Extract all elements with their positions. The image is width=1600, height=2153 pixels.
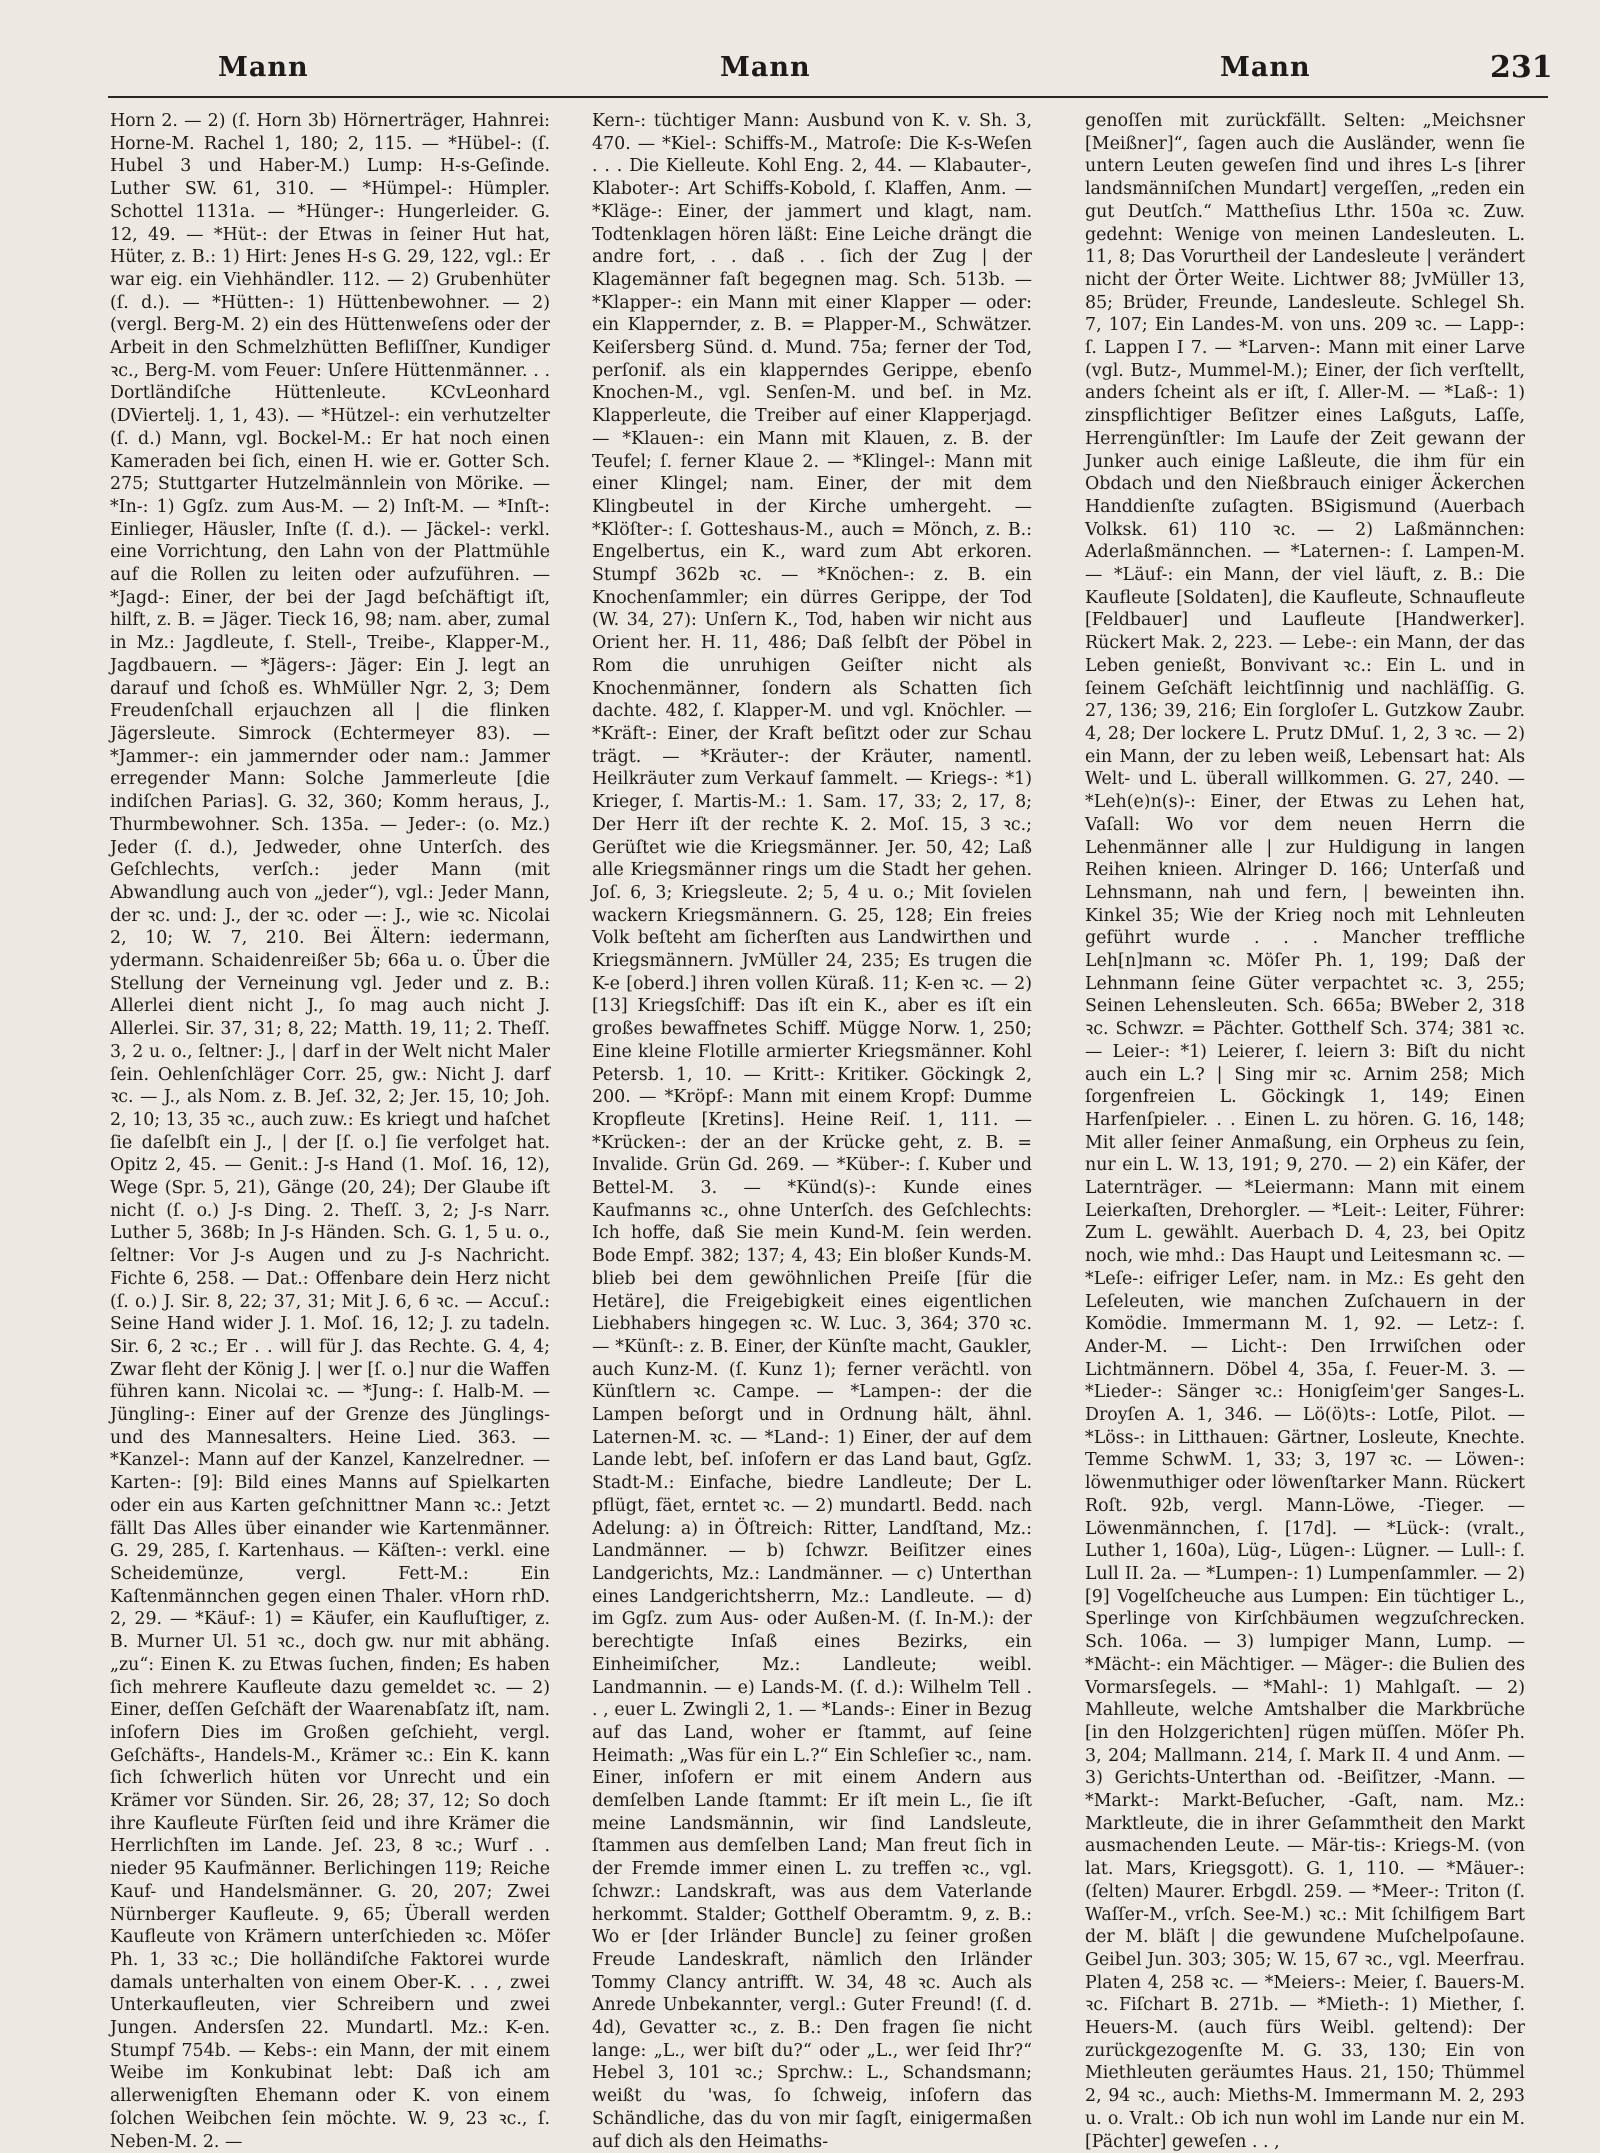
page-header <box>0 52 1600 96</box>
page-number: 231 <box>1490 50 1553 85</box>
column-text: Horn 2. — 2) (ſ. Horn 3b) Hörnerträger, Hahnrei: Horne-M. Rachel 1, 180; 2, 115. — *Hübel-: (ſ. Hubel 3 und Haber-M.) Lump: H-s-Geſinde. Luther SW. 61, 310. — *Hümpel-: Hümpler. Schottel 1131a. — *Hünger-: Hungerleider. G. 12, 49. — *Hüt-: der Etwas in ſeiner Hut hat, Hüter, z. B.: 1) Hirt: Jenes H-s G. 29, 122, vgl.: Er war eig. ein Viehhändler. 112. — 2) Grubenhüter (ſ. d.). — *Hütten-: 1) Hüttenbewohner. — 2) (vergl. Berg-M. 2) ein des Hüttenweſens oder der Arbeit in den Schmelzhütten Befliſſner, Kundiger ꝛc., Berg-M. vom Feuer: Unſere Hüttenmänner. . . Dortländiſche Hüttenleute. KCvLeonhard (DViertelj. 1, 1, 43). — *Hützel-: ein verhutzelter (ſ. d.) Mann, vgl. Bockel-M.: Er hat noch einen Kameraden bei ſich, einen H. wie er. Gotter Sch. 275; Stuttgarter Hutzelmännlein von Mörike. — *In-: 1) Ggſz. zum Aus-M. — 2) Inſt-M. — *Inſt-: Einlieger, Häusler, Inſte (ſ. d.). — Jäckel-: verkl. eine Vorrichtung, den Lahn von der Plattmühle auf die Rollen zu leiten oder aufzuführen. — *Jagd-: Einer, der bei der Jagd beſchäftigt iſt, hilft, z. B. = Jäger. Tieck 16, 98; nam. aber, zumal in Mz.: Jagdleute, ſ. Stell-, Treibe-, Klapper-M., Jagdbauern. — *Jägers-: Jäger: Ein J. legt an darauf und ſchoß es. WhMüller Ngr. 2, 3; Dem Freudenſchall erjauchzen all | die flinken Jägersleute. Simrock (Echtermeyer 83). — *Jammer-: ein jammernder oder nam.: Jammer erregender Mann: Solche Jammerleute [die indiſchen Parias]. G. 32, 360; Komm heraus, J., Thurmbewohner. Sch. 135a. — Jeder-: (o. Mz.) Jeder (ſ. d.), Jedweder, ohne Unterſch. des Geſchlechts, verſch.: jeder Mann (mit Abwandlung auch von „jeder“), vgl.: Jeder Mann, der ꝛc. und: J., der ꝛc. oder —: J., wie ꝛc. Nicolai 2, 10; W. 7, 210. Bei Ältern: iedermann, ydermann. Schaidenreißer 5b; 66a u. o. Über die Stellung der Verneinung vgl. Jeder und z. B.: Allerlei dient nicht J., ſo mag auch nicht J. Allerlei. Sir. 37, 31; 8, 22; Matth. 19, 11; 2. Theſſ. 3, 2 u. o., ſeltner: J., | darf in der Welt nicht Maler ſein. Oehlenſchläger Corr. 25, gw.: Nicht J. darf ꝛc. — J., als Nom. z. B. Jeſ. 32, 2; Jer. 15, 10; Joh. 2, 10; 13, 35 ꝛc., auch zuw.: Es kriegt und haſchet ſie daſelbſt ein J., | der [ſ. o.] ſie verfolget hat. Opitz 2, 45. — Genit.: J-s Hand (1. Moſ. 16, 12), Wege (Spr. 5, 21), Gänge (20, 24); Der Glaube iſt nicht (ſ. o.) J-s Ding. 2. Theſſ. 3, 2; J-s Narr. Luther 5, 368b; In J-s Händen. Sch. G. 1, 5 u. o., ſeltner: Vor J-s Augen und zu J-s Nachricht. Fichte 6, 258. — Dat.: Offenbare dein Herz nicht (ſ. o.) J. Sir. 8, 22; 37, 31; Mit J. 6, 6 ꝛc. — Accuſ.: Seine Hand wider J. 1. Moſ. 16, 12; J. zu tadeln. Sir. 6, 2 ꝛc.; Er . . will für J. das Rechte. G. 4, 4; Zwar fleht der König J. | wer [ſ. o.] nur die Waffen führen kann. Nicolai ꝛc. — *Jung-: ſ. Halb-M. — Jüngling-: Einer auf der Grenze des Jünglings- und des Mannesalters. Heine Lied. 363. — *Kanzel-: Mann auf der Kanzel, Kanzelredner. — Karten-: [9]: Bild eines Manns auf Spielkarten oder ein aus Karten geſchnittner Mann ꝛc.: Jetzt fällt Das Alles über einander wie Kartenmänner. G. 29, 285, ſ. Kartenhaus. — Käſten-: verkl. eine Scheidemünze, vergl. Fett-M.: Ein Kaſtenmännchen gegen einen Thaler. vHorn rhD. 2, 29. — *Käuf-: 1) = Käufer, ein Kaufluſtiger, z. B. Murner Ul. 51 ꝛc., doch gw. nur mit abhäng. „zu“: Einen K. zu Etwas ſuchen, finden; Es haben ſich mehrere Kaufleute dazu gemeldet ꝛc. — 2) Einer, deſſen Geſchäft der Waarenabſatz iſt, nam. inſofern Dies im Großen geſchieht, vergl. Geſchäfts-, Handels-M., Krämer ꝛc.: Ein K. kann ſich ſchwerlich hüten vor Unrecht und ein Krämer vor Sünden. Sir. 26, 28; 37, 12; So doch ihre Kaufleute Fürſten ſeid und ihre Krämer die Herrlichſten im Lande. Jeſ. 23, 8 ꝛc.; Wurf . . nieder 95 Kaufmänner. Berlichingen 119; Reiche Kauf- und Handelsmänner. G. 20, 207; Zwei Nürnberger Kaufleute. 9, 65; Überall werden Kaufleute von Krämern unterſchieden ꝛc. Möſer Ph. 1, 33 ꝛc.; Die holländiſche Faktorei wurde damals unterhalten von einem Ober-K. . . , zwei Unterkaufleuten, vier Schreibern und zwei Jungen. Andersſen 22. Mundartl. Mz.: K-en. Stumpf 754b. — Kebs-: ein Mann, der mit einem Weibe im Konkubinat lebt: Daß ich am allerwenigſten Ehemann oder K. von einem ſolchen Weibchen ſein möchte. W. 9, 23 ꝛc., ſ. Neben-M. 2. — <box>110 111 550 2152</box>
header-rule <box>108 96 1548 98</box>
column-center <box>592 110 1032 2152</box>
running-head-left: Mann <box>218 52 309 83</box>
column-text: genoſſen mit zurückfällt. Selten: „Meichsner [Meißner]“, ſagen auch die Ausländer, wenn ſie untern Leuten geweſen ſind und ihres L-s [ihrer landsmänniſchen Mundart] vergeſſen, „reden ein gut Deutſch.“ Mattheſius Lthr. 150a ꝛc. Zuw. gedehnt: Wenige von meinen Landesleuten. L. 11, 8; Das Vorurtheil der Landesleute | verändert nicht der Örter Weite. Lichtwer 88; JvMüller 13, 85; Brüder, Freunde, Landesleute. Schlegel Sh. 7, 107; Ein Landes-M. von uns. 209 ꝛc. — Lapp-: ſ. Lappen I 7. — *Larven-: Mann mit einer Larve (vgl. Butz-, Mummel-M.); Einer, der ſich verſtellt, anders ſcheint als er iſt, ſ. Aller-M. — *Laß-: 1) zinspflichtiger Beſitzer eines Laßguts, Laſſe, Herrengünſtler: Im Laufe der Zeit gewann der Junker auch einige Laßleute, die ihm für ein Obdach und den Nießbrauch einiger Äckerchen Handdienſte zuſagten. BSigismund (Auerbach Volksk. 61) 110 ꝛc. — 2) Laßmännchen: Aderlaßmännchen. — *Laternen-: ſ. Lampen-M. — *Läuf-: ein Mann, der viel läuft, z. B.: Die Kaufleute [Soldaten], die Kaufleute, Schnaufleute [Feldbauer] und Laufleute [Handwerker]. Rückert Mak. 2, 223. — Lebe-: ein Mann, der das Leben genießt, Bonvivant ꝛc.: Ein L. und in ſeinem Geſchäft leichtſinnig und nachläſſig. G. 27, 136; 39, 216; Ein ſorgloſer L. Gutzkow Zaubr. 4, 28; Der lockere L. Prutz DMuſ. 1, 2, 3 ꝛc. — 2) ein Mann, der zu leben weiß, Lebensart hat: Als Welt- und L. überall willkommen. G. 27, 240. — *Leh(e)n(s)-: Einer, der Etwas zu Lehen hat, Vaſall: Wo vor dem neuen Herrn die Lehenmänner alle | zur Huldigung in langen Reihen knieen. Alringer D. 166; Unterſaß und Lehnsmann, nah und fern, | beweinten ihn. Kinkel 35; Wie der Krieg noch mit Lehnleuten geführt wurde . . . Mancher treffliche Leh[n]mann ꝛc. Möſer Ph. 1, 199; Daß der Lehnmann ſeine Güter verpachtet ꝛc. 3, 255; Seinen Lehensleuten. Sch. 665a; BWeber 2, 318 ꝛc. Schwzr. = Pächter. Gotthelf Sch. 374; 381 ꝛc. — Leier-: *1) Leierer, ſ. leiern 3: Biſt du nicht auch ein L.? | Sing mir ꝛc. Arnim 258; Mich ſorgenfreien L. Göckingk 1, 149; Einen Harfenſpieler. . . Einen L. zu hören. G. 16, 148; Mit aller ſeiner Anmaßung, ein Orpheus zu ſein, nur ein L. W. 13, 191; 9, 270. — 2) ein Käfer, der Laternträger. — *Leiermann: Mann mit einem Leierkaſten, Drehorgler. — *Leit-: Leiter, Führer: Zum L. gewählt. Auerbach D. 4, 23, bei Opitz noch, wie mhd.: Das Haupt und Leitesmann ꝛc. — *Leſe-: eifriger Leſer, nam. in Mz.: Es geht den Leſeleuten, wie manchen Zuſchauern in der Komödie. Immermann M. 1, 92. — Letz-: ſ. Ander-M. — Licht-: Den Irrwiſchen oder Lichtmännern. Döbel 4, 35a, ſ. Feuer-M. 3. — *Lieder-: Sänger ꝛc.: Honigſeim'ger Sanges-L. Droyſen A. 1, 346. — Lö(ö)ts-: Lotſe, Pilot. — *Löss-: in Litthauen: Gärtner, Losleute, Knechte. Temme SchwM. 1, 33; 3, 197 ꝛc. — Löwen-: löwenmuthiger oder löwenſtarker Mann. Rückert Roſt. 92b, vergl. Mann-Löwe, -Tieger. — Löwenmännchen, ſ. [17d]. — *Lück-: (vralt., Luther 1, 160a), Lüg-, Lügen-: Lügner. — Lull-: ſ. Lull II. 2a. — *Lumpen-: 1) Lumpenſammler. — 2) [9] Vogelſcheuche aus Lumpen: Ein tüchtiger L., Sperlinge von Kirſchbäumen wegzuſchrecken. Sch. 106a. — 3) lumpiger Mann, Lump. — *Mächt-: ein Mächtiger. — Mäger-: die Bulien des Vormarsſegels. — *Mahl-: 1) Mahlgaſt. — 2) Mahlleute, welche Amtshalber die Markbrüche [in den Holzgerichten] rügen müſſen. Möſer Ph. 3, 204; Mallmann. 214, ſ. Mark II. 4 und Anm. — 3) Gerichts-Unterthan od. -Beiſitzer, -Mann. — *Markt-: Markt-Beſucher, -Gaſt, nam. Mz.: Marktleute, die in ihrer Geſammtheit den Markt ausmachenden Leute. — Mär-tis-: Kriegs-M. (von lat. Mars, Kriegsgott). G. 1, 110. — *Mäuer-: (ſelten) Maurer. Erbgdl. 259. — *Meer-: Triton (ſ. Waſſer-M., vrſch. See-M.) ꝛc.: Mit ſchilfigem Bart der M. bläſt | die gewundene Muſchelpoſaune. Geibel Jun. 303; 305; W. 15, 67 ꝛc., vgl. Meerfrau. Platen 4, 258 ꝛc. — *Meiers-: Meier, ſ. Bauers-M. ꝛc. Fiſchart B. 271b. — *Mieth-: 1) Miether, ſ. Heuers-M. (auch fürs Weibl. geltend): Der zurückgezogenſte M. G. 33, 130; Ein von Miethleuten geräumtes Haus. 21, 150; Thümmel 2, 94 ꝛc., auch: Mieths-M. Immermann M. 2, 293 u. o. Vralt.: Ob ich nun wohl im Lande nur ein M. [Pächter] geweſen . . , <box>1085 111 1525 2152</box>
column-left <box>110 110 550 2152</box>
running-head-center: Mann <box>720 52 811 83</box>
column-right <box>1085 110 1525 2152</box>
column-text: Kern-: tüchtiger Mann: Ausbund von K. v. Sh. 3, 470. — *Kiel-: Schiffs-M., Matroſe: Die K-s-Weſen . . . Die Kielleute. Kohl Eng. 2, 44. — Klabauter-, Klaboter-: Art Schiffs-Kobold, ſ. Klaffen, Anm. — *Kläge-: Einer, der jammert und klagt, nam. Todtenklagen hören läßt: Eine Leiche drängt die andre fort, . . daß . . ſich der Zug | der Klagemänner faſt begegnen mag. Sch. 513b. — *Klapper-: ein Mann mit einer Klapper — oder: ein Klappernder, z. B. = Plapper-M., Schwätzer. Keiſersberg Sünd. d. Mund. 75a; ferner der Tod, perſonif. als ein klapperndes Gerippe, ebenſo Knochen-M., vgl. Senſen-M. und beſ. in Mz. Klapperleute, die Treiber auf einer Klapperjagd. — *Klauen-: ein Mann mit Klauen, z. B. der Teufel; ſ. ferner Klaue 2. — *Klingel-: Mann mit einer Klingel; nam. Einer, der mit dem Klingbeutel in der Kirche umhergeht. — *Klöſter-: ſ. Gotteshaus-M., auch = Mönch, z. B.: Engelbertus, ein K., ward zum Abt erkoren. Stumpf 362b ꝛc. — *Knöchen-: z. B. ein Knochenſammler; ein dürres Gerippe, der Tod (W. 34, 27): Unſern K., Tod, haben wir nicht aus Orient her. H. 11, 486; Daß ſelbſt der Pöbel in Rom die unruhigen Geiſter nicht als Knochenmänner, ſondern als Schatten ſich dachte. 482, ſ. Klapper-M. und vgl. Knöchler. — *Kräft-: Einer, der Kraft beſitzt oder zur Schau trägt. — *Kräuter-: der Kräuter, namentl. Heilkräuter zum Verkauf ſammelt. — Kriegs-: *1) Krieger, ſ. Martis-M.: 1. Sam. 17, 33; 2, 17, 8; Der Herr iſt der rechte K. 2. Moſ. 15, 3 ꝛc.; Gerüſtet wie die Kriegsmänner. Jer. 50, 42; Laß alle Kriegsmänner rings um die Stadt her gehen. Joſ. 6, 3; Kriegsleute. 2; 5, 4 u. o.; Mit ſovielen wackern Kriegsmännern. G. 25, 128; Ein freies Volk beſteht am ſicherſten aus Landwirthen und Kriegsmännern. JvMüller 24, 235; Es trugen die K-e [oberd.] ihren vollen Küraß. 11; K-en ꝛc. — 2) [13] Kriegsſchiff: Das iſt ein K., aber es iſt ein großes bewaffnetes Schiff. Mügge Norw. 1, 250; Eine kleine Flotille armierter Kriegsmänner. Kohl Petersb. 1, 10. — Kritt-: Kritiker. Göckingk 2, 200. — *Kröpf-: Mann mit einem Kropf: Dumme Kropfleute [Kretins]. Heine Reiſ. 1, 111. — *Krücken-: der an der Krücke geht, z. B. = Invalide. Grün Gd. 269. — *Küber-: ſ. Kuber und Bettel-M. 3. — *Künd(s)-: Kunde eines Kaufmanns ꝛc., ohne Unterſch. des Geſchlechts: Ich hoffe, daß Sie mein Kund-M. ſein werden. Bode Empf. 382; 137; 4, 43; Ein bloßer Kunds-M. blieb bei dem gewöhnlichen Preiſe [für die Hetäre], die Freigebigkeit eines eigentlichen Liebhabers hingegen ꝛc. W. Luc. 3, 364; 370 ꝛc. — *Künſt-: z. B. Einer, der Künſte macht, Gaukler, auch Kunz-M. (ſ. Kunz 1); ferner verächtl. von Künſtlern ꝛc. Campe. — *Lampen-: der die Lampen beſorgt und in Ordnung hält, ähnl. Laternen-M. ꝛc. — *Land-: 1) Einer, der auf dem Lande lebt, beſ. inſofern er das Land baut, Ggſz. Stadt-M.: Einfache, biedre Landleute; Der L. pflügt, fäet, erntet ꝛc. — 2) mundartl. Bedd. nach Adelung: a) in Öſtreich: Ritter, Landſtand, Mz.: Landmänner. — b) ſchwzr. Beiſitzer eines Landgerichts, Mz.: Landmänner. — c) Unterthan eines Landgerichtsherrn, Mz.: Landleute. — d) im Ggſz. zum Aus- oder Außen-M. (ſ. In-M.): der berechtigte Inſaß eines Bezirks, ein Einheimiſcher, Mz.: Landleute; weibl. Landmannin. — e) Lands-M. (ſ. d.): Wilhelm Tell . . , euer L. Zwingli 2, 1. — *Lands-: Einer in Bezug auf das Land, woher er ſtammt, auf ſeine Heimath: „Was für ein L.?“ Ein Schleſier ꝛc., nam. Einer, inſofern er mit einem Andern aus demſelben Lande ſtammt: Er iſt mein L., ſie iſt meine Landsmännin, wir ſind Landsleute, ſtammen aus demſelben Land; Man freut ſich in der Fremde immer einen L. zu treffen ꝛc., vgl. ſchwzr.: Landskraft, was aus dem Vaterlande herkommt. Stalder; Gotthelf Oberamtm. 9, z. B.: Wo er [der Irländer Buncle] zu ſeiner großen Freude Landeskraft, nämlich den Irländer Tommy Clancy antrifft. W. 34, 48 ꝛc. Auch als Anrede Unbekannter, vergl.: Guter Freund! (ſ. d. 4d), Gevatter ꝛc., z. B.: Den fragen ſie nicht lange: „L., wer biſt du?“ oder „L., wer ſeid Ihr?“ Hebel 3, 101 ꝛc.; Sprchw.: L., Schandsmann; weißt du 'was, ſo ſchweig, inſofern das Schändliche, das du von mir ſagſt, einigermaßen auf dich als den Heimaths- <box>592 111 1032 2152</box>
running-head-right: Mann <box>1220 52 1311 83</box>
